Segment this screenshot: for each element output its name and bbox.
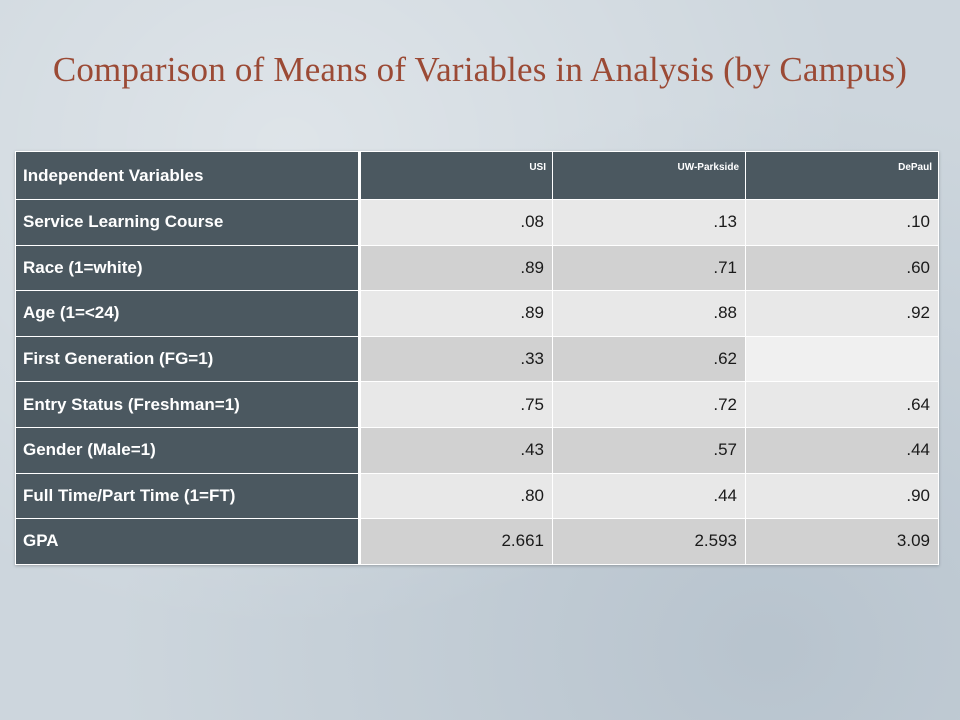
cell-depaul: .60	[746, 245, 939, 291]
header-independent-variables: Independent Variables	[16, 152, 360, 200]
table-row	[16, 473, 939, 519]
cell-uw-parkside: .13	[553, 200, 746, 246]
cell-depaul: .92	[746, 291, 939, 337]
cell-uw-parkside: .88	[553, 291, 746, 337]
table-row	[16, 382, 939, 428]
table-header-row	[16, 152, 939, 200]
row-label: Gender (Male=1)	[16, 427, 360, 473]
header-uw-parkside: UW-Parkside	[553, 152, 746, 200]
row-label: Service Learning Course	[16, 200, 360, 246]
row-label: Age (1=<24)	[16, 291, 360, 337]
cell-depaul: 3.09	[746, 519, 939, 565]
cell-uw-parkside: .71	[553, 245, 746, 291]
cell-usi: .75	[360, 382, 553, 428]
table-row	[16, 336, 939, 382]
cell-uw-parkside: .62	[553, 336, 746, 382]
cell-uw-parkside: .72	[553, 382, 746, 428]
slide-title: Comparison of Means of Variables in Analysis (by Campus)	[52, 50, 908, 89]
table-row	[16, 245, 939, 291]
cell-depaul: .90	[746, 473, 939, 519]
cell-usi: .33	[360, 336, 553, 382]
table-row	[16, 291, 939, 337]
cell-depaul: .10	[746, 200, 939, 246]
table-row	[16, 519, 939, 565]
header-depaul: DePaul	[746, 152, 939, 200]
row-label: Race (1=white)	[16, 245, 360, 291]
cell-depaul: .44	[746, 427, 939, 473]
cell-depaul	[746, 336, 939, 382]
means-comparison-table	[15, 151, 939, 565]
cell-usi: .89	[360, 291, 553, 337]
cell-uw-parkside: .57	[553, 427, 746, 473]
row-label: Entry Status (Freshman=1)	[16, 382, 360, 428]
cell-usi: .89	[360, 245, 553, 291]
cell-uw-parkside: .44	[553, 473, 746, 519]
header-usi: USI	[360, 152, 553, 200]
cell-usi: .43	[360, 427, 553, 473]
cell-depaul: .64	[746, 382, 939, 428]
table-row	[16, 200, 939, 246]
cell-uw-parkside: 2.593	[553, 519, 746, 565]
table-row	[16, 427, 939, 473]
row-label: Full Time/Part Time (1=FT)	[16, 473, 360, 519]
cell-usi: .80	[360, 473, 553, 519]
row-label: GPA	[16, 519, 360, 565]
cell-usi: 2.661	[360, 519, 553, 565]
row-label: First Generation (FG=1)	[16, 336, 360, 382]
cell-usi: .08	[360, 200, 553, 246]
